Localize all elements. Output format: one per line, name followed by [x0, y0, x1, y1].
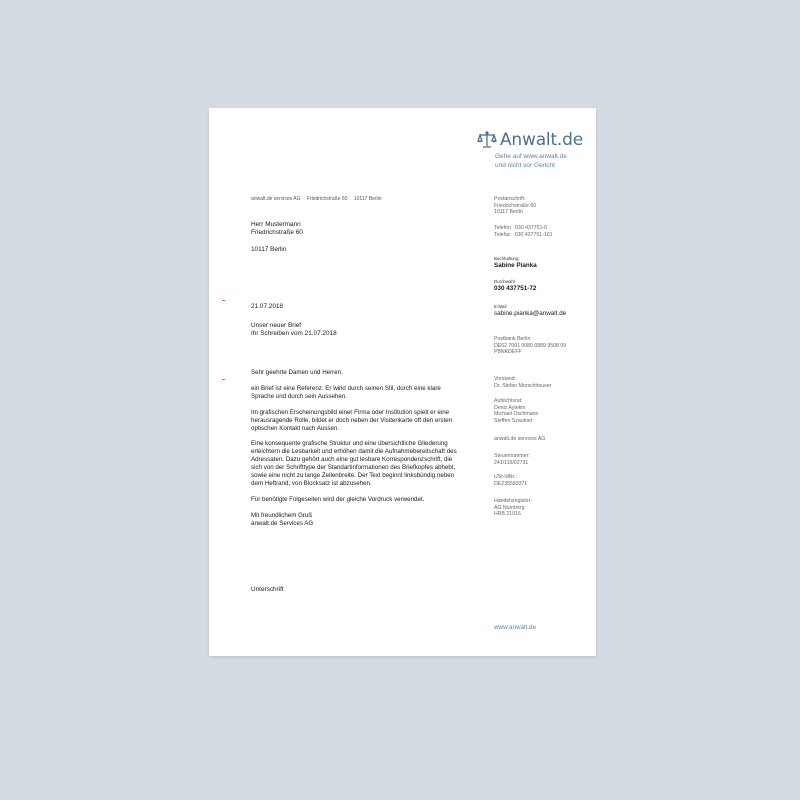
bank-details: Postbank Berlin DE62 7001 0080 0889 9508 09 PBNKDEFF: [494, 336, 567, 356]
email-contact: E-Mail sabine.pianka@anwalt.de: [494, 304, 592, 318]
paragraph: Für benötigte Folgeseiten wird der gleiche Vordruck verwendet.: [251, 495, 425, 503]
board-info: Vorstand: Dr. Stefan Morschheuser: [494, 376, 552, 389]
letter-subject: Unser neuer Brief: [251, 322, 302, 329]
closing-company: anwalt.de Services AG: [251, 519, 314, 527]
letter-reference: Ihr Schreiben vom 21.07.2018: [251, 330, 337, 338]
recipient-street: Friedrichstraße 60: [251, 229, 303, 237]
footer-website-link[interactable]: www.anwalt.de: [494, 624, 536, 631]
salutation: Sehr geehrte Damen und Herren,: [251, 369, 343, 376]
phone-fax: [494, 225, 592, 238]
brand-logo: [477, 130, 583, 150]
recipient-name: Herr Mustermann: [251, 221, 301, 228]
paragraph: ein Brief ist eine Referenz. Er wirkt durch seinen Stil, durch eine klare Sprache und durch sein Aussehen.: [251, 384, 441, 400]
email-link[interactable]: sabine.pianka@anwalt.de: [494, 310, 567, 317]
scales-of-justice-icon: [477, 131, 497, 149]
letter-page: [209, 108, 596, 656]
paragraph: Im grafischen Erscheinungsbild einer Firma oder Institution spielt er eine herausragende Rolle, bildet er doch neben der Visitenkarte oft den ersten optischen Kontakt nach Aussen.: [251, 408, 453, 432]
company-name: anwalt.de services AG: [494, 436, 546, 442]
tax-number: Steuernummer: 241/116/02731: [494, 453, 530, 466]
recipient-address: [251, 221, 459, 254]
letter-date: 21.07.2018: [251, 303, 283, 310]
paragraph: Eine konsequente grafische Struktur und eine übersichtliche Gliederung erleichtern die Lesbarkeit und erhöhen damit die Aufnahmebereitschaft des Adressaten. Dazu gehört auch eine gut lesbare Korrespondenzschrift, die sich von der Schrifttype der Standartinformationen des Briefkopfes abhebt, sowie eine nicht zu lange Zeilenbreite. Der Text beginnt linksbündig neben dem Heftrand, von Blocksatz ist abzusehen.: [251, 440, 457, 487]
direct-dial: Durchwahl 030 437751-72: [494, 279, 537, 292]
letter-body: [251, 369, 459, 528]
recipient-city: 10117 Berlin: [251, 245, 287, 253]
brand-name: Anwalt.de: [500, 130, 583, 150]
supervisory-board: Aufsichtsrat: Deniz Aytekin Michael Oschmann Steffen Szautner: [494, 398, 539, 424]
phone-number: Telefon 030 437751-0: [494, 225, 548, 231]
fold-mark: [222, 300, 225, 301]
signature-label: Unterschrift: [251, 586, 284, 593]
sender-line: anwalt.de services AG Friedrichstraße 60 10117 Berlin: [251, 196, 382, 202]
letter-subject-block: [251, 322, 459, 339]
vat-number: USt-IdNr.: DE235583371: [494, 474, 528, 487]
commercial-register: Handelsregister: AG Nürnberg HRB 21016: [494, 498, 532, 518]
brand-slogan: Gehe auf www.anwalt.de und nicht vor Gericht: [495, 153, 567, 169]
closing: Mit freundlichem Gruß: [251, 511, 313, 519]
accounting-contact: Buchhaltung: Sabine Pianka: [494, 256, 537, 269]
fold-mark: [222, 379, 225, 380]
postal-address: Postanschrift: Friedrichstraße 60 10117 Berlin: [494, 196, 537, 216]
fax-number: Telefax 030 437751-101: [494, 231, 553, 238]
